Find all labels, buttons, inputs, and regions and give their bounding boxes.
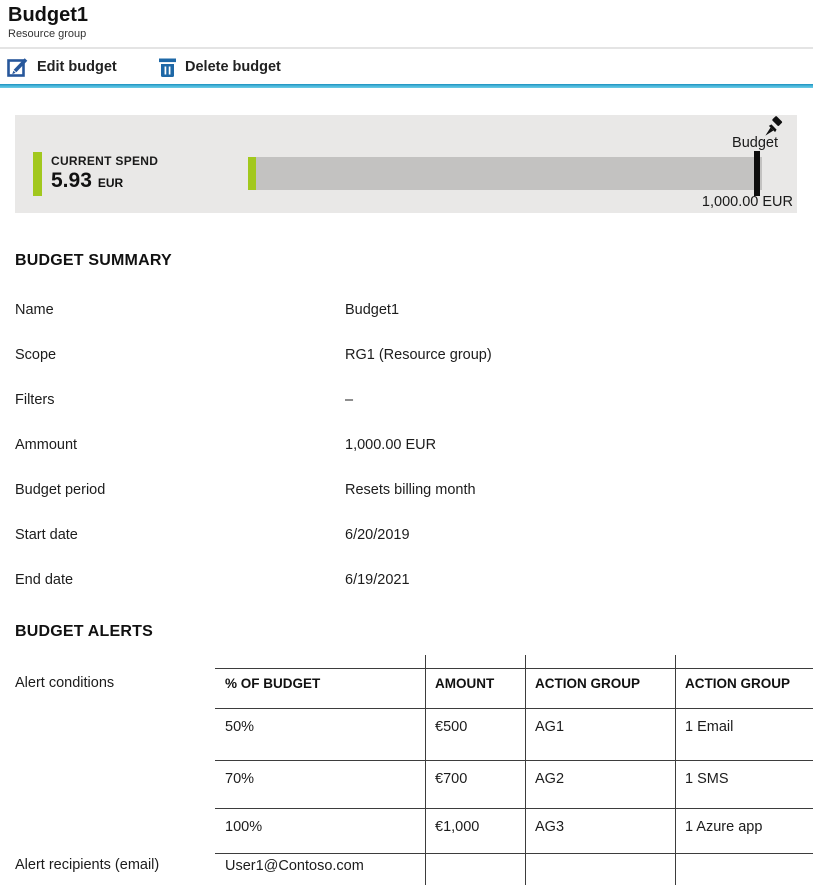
budget-limit-marker bbox=[754, 151, 760, 196]
current-spend-value: 5.93 bbox=[51, 169, 92, 192]
current-spend-currency: EUR bbox=[97, 176, 124, 190]
edit-icon bbox=[7, 56, 29, 78]
cell-action-type: 1 Email bbox=[685, 719, 734, 735]
cell-action-type: 1 Azure app bbox=[685, 819, 763, 835]
delete-budget-label: Delete budget bbox=[185, 58, 281, 75]
cell-percent: 100% bbox=[225, 819, 263, 835]
table-row bbox=[215, 708, 813, 760]
alert-conditions-label: Alert conditions bbox=[15, 675, 115, 691]
summary-value: 6/19/2021 bbox=[345, 572, 410, 588]
summary-value: Budget1 bbox=[345, 302, 400, 318]
cell-percent: 50% bbox=[225, 719, 255, 735]
cell-percent: 70% bbox=[225, 771, 255, 787]
summary-row-end-date bbox=[15, 570, 795, 615]
budget-summary-list bbox=[15, 300, 795, 615]
cell-action-group: AG3 bbox=[535, 819, 565, 835]
summary-value: 1,000.00 EUR bbox=[345, 437, 437, 453]
cell-amount: €700 bbox=[435, 771, 468, 787]
current-spend-banner bbox=[15, 115, 797, 213]
summary-label: Ammount bbox=[15, 437, 78, 453]
edit-budget-label: Edit budget bbox=[37, 58, 117, 75]
page-title: Budget1 bbox=[8, 4, 88, 26]
table-column-divider bbox=[525, 655, 526, 885]
summary-label: End date bbox=[15, 572, 74, 588]
table-header-percent: % OF BUDGET bbox=[225, 676, 321, 691]
trash-icon bbox=[158, 56, 177, 78]
cell-empty bbox=[425, 854, 525, 885]
page-subtitle: Resource group bbox=[8, 28, 87, 40]
summary-value: Resets billing month bbox=[345, 482, 476, 498]
summary-label: Start date bbox=[15, 527, 78, 543]
table-row bbox=[215, 760, 813, 808]
table-column-divider bbox=[425, 655, 426, 885]
summary-value: RG1 (Resource group) bbox=[345, 347, 492, 363]
current-spend-value-row bbox=[51, 169, 123, 193]
table-column-divider bbox=[675, 655, 676, 885]
summary-label: Budget period bbox=[15, 482, 106, 498]
cell-empty bbox=[525, 854, 675, 885]
alert-conditions-table bbox=[215, 655, 813, 885]
summary-row-budget-period bbox=[15, 480, 795, 525]
budget-alerts-heading: BUDGET ALERTS bbox=[15, 623, 154, 640]
summary-row-filters bbox=[15, 390, 795, 435]
summary-label: Filters bbox=[15, 392, 55, 408]
edit-budget-button[interactable] bbox=[7, 49, 117, 84]
summary-label: Name bbox=[15, 302, 54, 318]
budget-summary-heading: BUDGET SUMMARY bbox=[15, 252, 172, 269]
budget-progress-track bbox=[248, 157, 762, 190]
summary-value: 6/20/2019 bbox=[345, 527, 410, 543]
toolbar bbox=[0, 49, 813, 84]
cell-recipient-email: User1@Contoso.com bbox=[225, 858, 364, 874]
table-row-recipients bbox=[215, 853, 813, 885]
current-spend-legend-swatch bbox=[33, 152, 42, 196]
alert-recipients-label: Alert recipients (email) bbox=[15, 857, 160, 873]
budget-amount: 1,000.00 EUR bbox=[701, 194, 793, 210]
summary-row-amount bbox=[15, 435, 795, 480]
cell-action-type: 1 SMS bbox=[685, 771, 729, 787]
cell-amount: €1,000 bbox=[435, 819, 480, 835]
cell-action-group: AG2 bbox=[535, 771, 565, 787]
table-header-action-group-2: ACTION GROUP bbox=[685, 676, 791, 691]
cell-amount: €500 bbox=[435, 719, 468, 735]
summary-value: – bbox=[345, 392, 354, 408]
summary-row-start-date bbox=[15, 525, 795, 570]
budget-marker-label: Budget bbox=[732, 135, 778, 151]
table-header-action-group-1: ACTION GROUP bbox=[535, 676, 641, 691]
current-spend-label: CURRENT SPEND bbox=[51, 154, 159, 168]
summary-label: Scope bbox=[15, 347, 57, 363]
summary-row-name bbox=[15, 300, 795, 345]
toolbar-underline bbox=[0, 84, 813, 88]
table-row bbox=[215, 808, 813, 853]
cell-empty bbox=[675, 854, 813, 885]
delete-budget-button[interactable] bbox=[158, 49, 281, 84]
cell-action-group: AG1 bbox=[535, 719, 565, 735]
summary-row-scope bbox=[15, 345, 795, 390]
table-header-row bbox=[215, 668, 813, 708]
table-header-amount: AMOUNT bbox=[435, 676, 495, 691]
budget-progress-fill bbox=[248, 157, 256, 190]
